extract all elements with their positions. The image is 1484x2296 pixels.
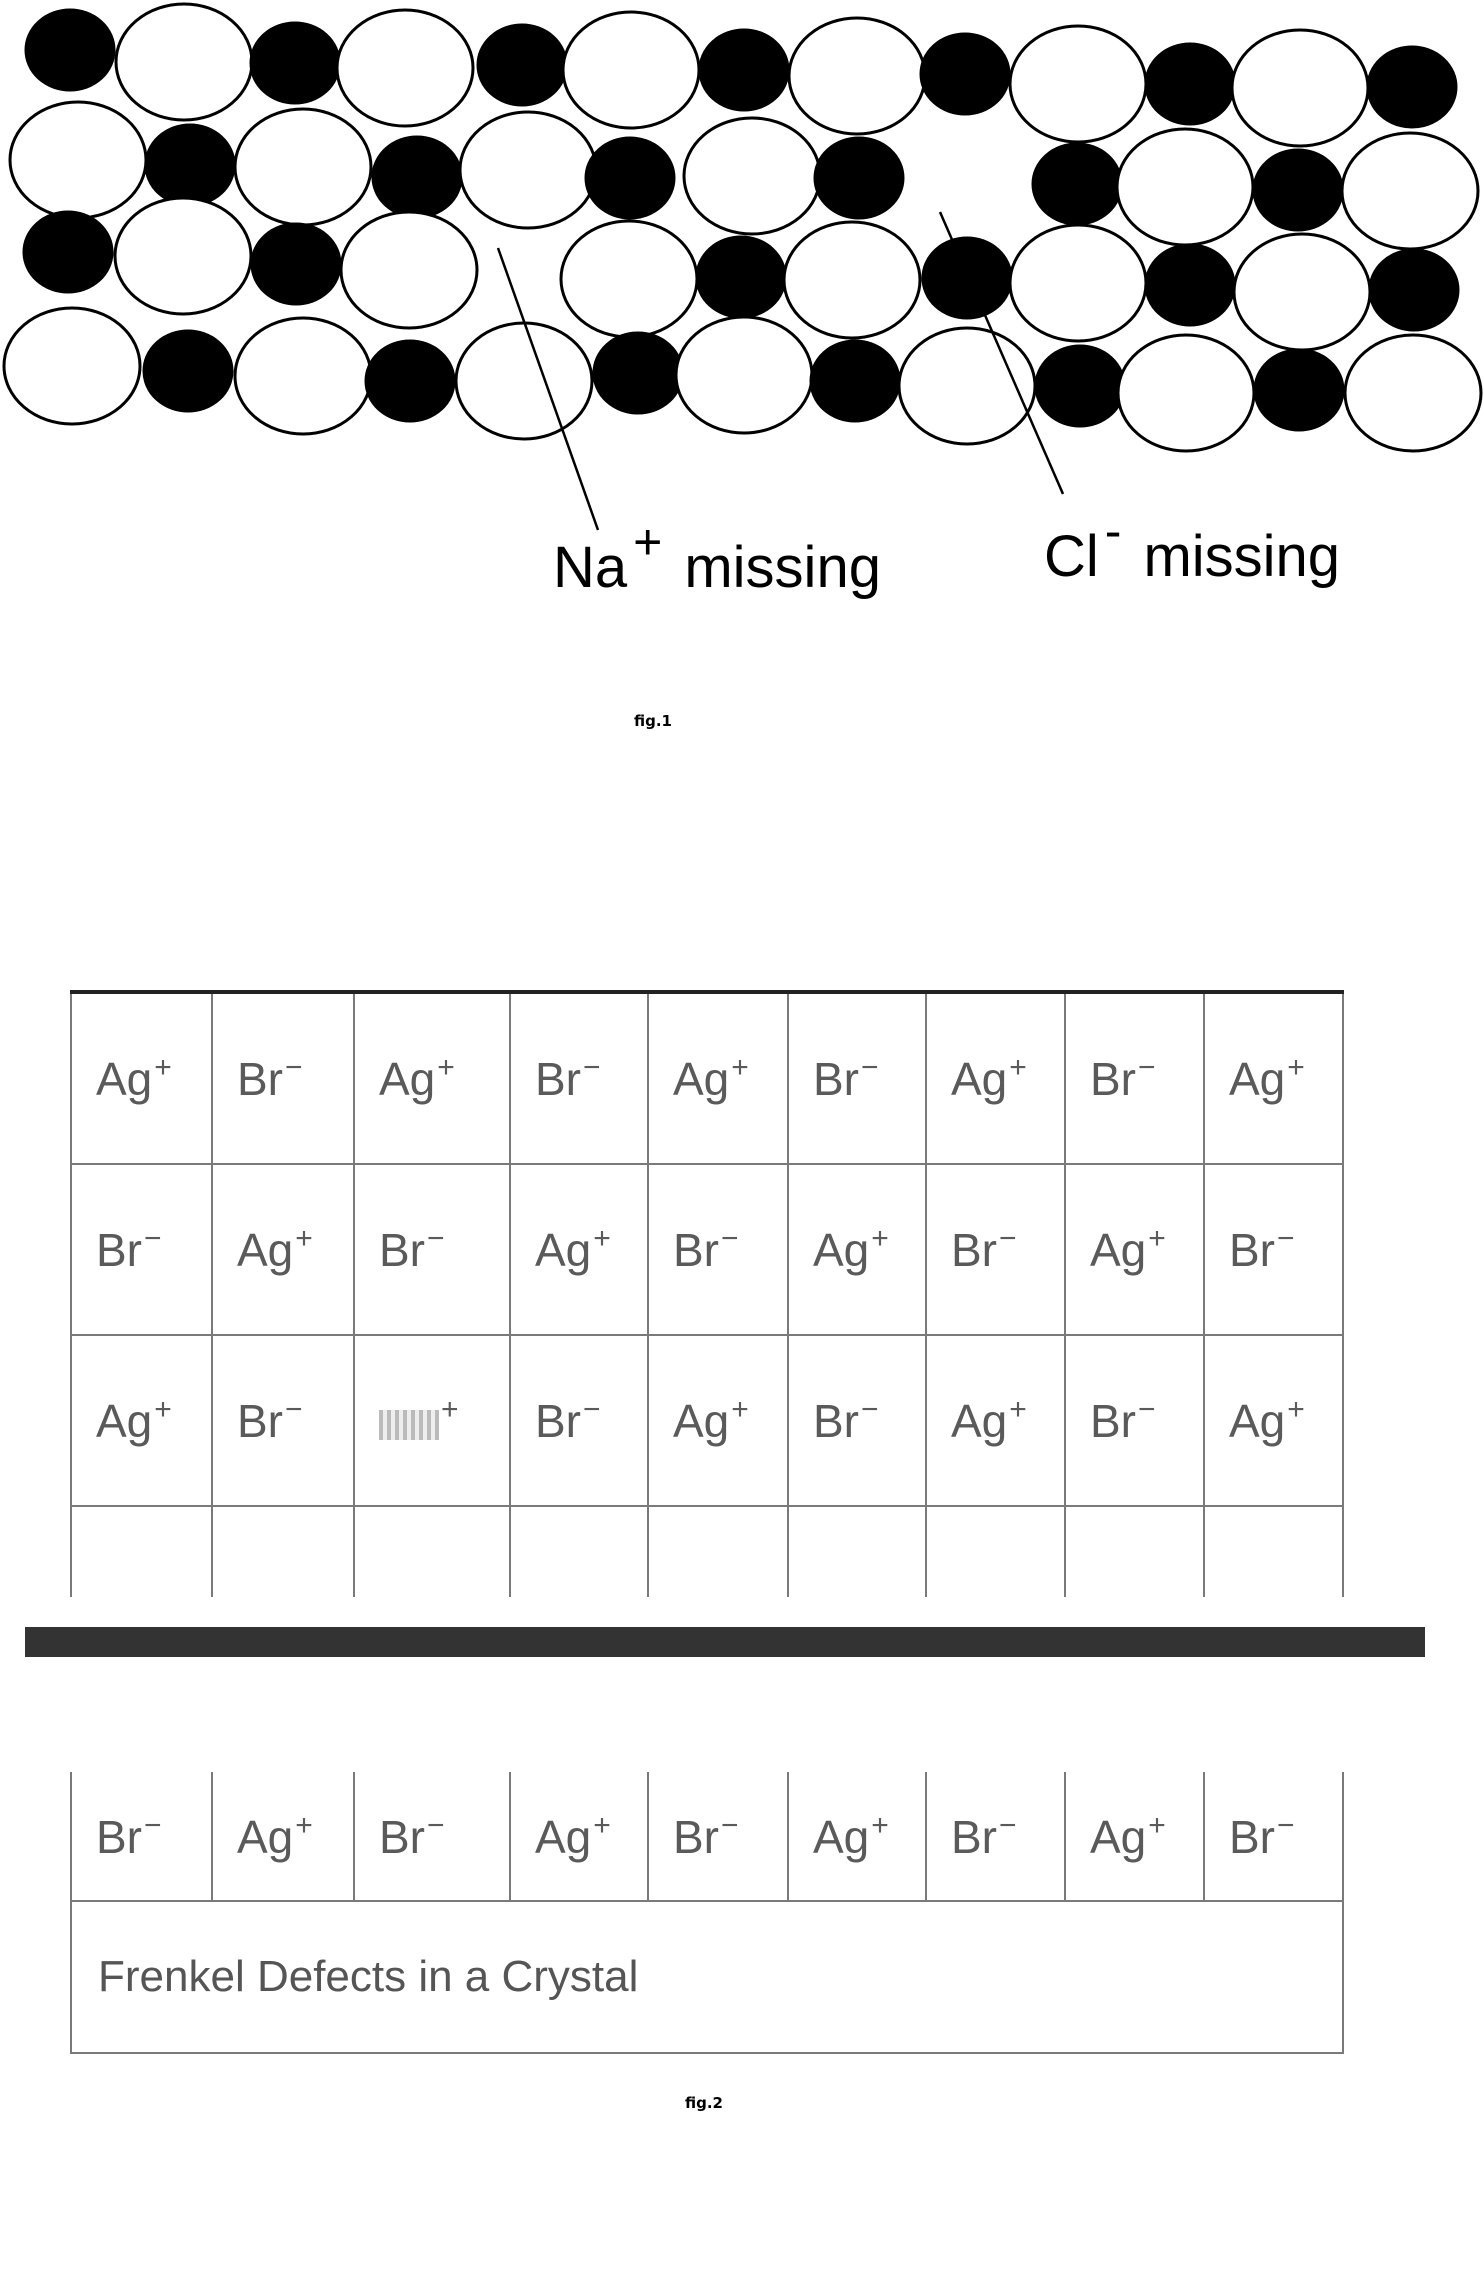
br-ion-cell: Br−	[648, 1164, 788, 1335]
ag-ion-cell: Ag+	[648, 1335, 788, 1506]
br-ion-cell: Br−	[1065, 992, 1204, 1164]
cl-anion	[115, 198, 251, 314]
br-ion-cell: Br−	[1065, 1335, 1204, 1506]
agbr-lattice-table	[70, 990, 1344, 1597]
cl-anion	[563, 12, 699, 128]
cl-anion	[235, 109, 371, 225]
ag-ion-cell: Ag+	[1204, 1335, 1343, 1506]
na-cation	[366, 341, 454, 421]
empty-cell	[1065, 1506, 1204, 1597]
na-cation	[251, 23, 339, 103]
ag-ion-cell: Ag+	[212, 1164, 354, 1335]
ag-ion-cell: Ag+	[71, 1335, 212, 1506]
br-ion-cell: Br−	[648, 1772, 788, 1901]
table-caption-row	[71, 1901, 1343, 2053]
cl-anion	[1232, 30, 1368, 146]
empty-cell	[71, 1506, 212, 1597]
ag-ion-cell: Ag+	[1204, 992, 1343, 1164]
br-ion-cell: Br−	[1204, 1772, 1343, 1901]
na-cation	[1036, 346, 1124, 426]
cl-anion	[10, 102, 146, 218]
ag-ion-cell: Ag+	[648, 992, 788, 1164]
fig2-caption: fig.2	[685, 2094, 723, 2112]
cl-anion	[561, 221, 697, 337]
cl-anion	[1342, 133, 1478, 249]
br-ion-cell: Br−	[788, 1335, 926, 1506]
ag-ion-cell: Ag+	[926, 1335, 1065, 1506]
lattice-row	[71, 1164, 1343, 1335]
cl-anion	[1010, 225, 1146, 341]
ag-ion-cell: Ag+	[1065, 1164, 1204, 1335]
empty-cell	[510, 1506, 648, 1597]
cl-anion	[337, 10, 473, 126]
ag-ion-cell: Ag+	[926, 992, 1065, 1164]
cl-anion	[1117, 129, 1253, 245]
cl-anion	[784, 222, 920, 338]
na-cation	[1370, 250, 1458, 330]
na-cation	[373, 137, 461, 217]
na-cation	[815, 138, 903, 218]
empty-cell	[648, 1506, 788, 1597]
ag-ion-cell: Ag+	[788, 1772, 926, 1901]
empty-row	[71, 1506, 1343, 1597]
na-missing-label: Na + missing	[553, 514, 881, 600]
nacl-lattice-diagram	[0, 0, 1484, 640]
cl-anion	[1345, 335, 1481, 451]
na-cation	[700, 30, 788, 110]
na-cation	[478, 25, 566, 105]
ag-ion-cell: Ag+	[71, 992, 212, 1164]
na-cation	[921, 34, 1009, 114]
ag-ion-cell: Ag+	[212, 1772, 354, 1901]
na-cation	[1368, 47, 1456, 127]
br-ion-cell: Br−	[926, 1164, 1065, 1335]
lattice-row	[71, 1335, 1343, 1506]
cl-anion	[460, 112, 596, 228]
br-ion-cell: Br−	[354, 1164, 510, 1335]
na-cation	[1146, 245, 1234, 325]
cl-anion	[684, 118, 820, 234]
na-cation	[594, 333, 682, 413]
cl-anion	[341, 212, 477, 328]
empty-cell	[926, 1506, 1065, 1597]
fig1-caption: fig.1	[634, 712, 672, 730]
na-cation	[1255, 350, 1343, 430]
br-ion-cell: Br−	[788, 992, 926, 1164]
na-cation	[811, 341, 899, 421]
cl-anion	[676, 317, 812, 433]
lattice-row	[71, 1772, 1343, 1901]
na-cation	[252, 224, 340, 304]
na-cation	[26, 10, 114, 90]
cl-anion	[789, 18, 925, 134]
ag-ion-cell: Ag+	[510, 1164, 648, 1335]
na-cation	[144, 331, 232, 411]
br-ion-cell: Br−	[212, 1335, 354, 1506]
br-ion-cell: Br−	[510, 1335, 648, 1506]
na-cation	[1033, 144, 1121, 224]
empty-cell	[1204, 1506, 1343, 1597]
empty-cell	[212, 1506, 354, 1597]
cl-anion	[116, 4, 252, 120]
ag-ion-cell: Ag+	[354, 992, 510, 1164]
na-cation	[146, 125, 234, 205]
cl-anion	[235, 318, 371, 434]
na-cation	[586, 138, 674, 218]
na-cation	[1146, 44, 1234, 124]
br-ion-cell: Br−	[926, 1772, 1065, 1901]
br-ion-cell: Br−	[212, 992, 354, 1164]
empty-cell	[788, 1506, 926, 1597]
lattice-row	[71, 992, 1343, 1164]
cl-anion	[1118, 335, 1254, 451]
empty-cell	[354, 1506, 510, 1597]
br-ion-cell: Br−	[354, 1772, 510, 1901]
br-ion-cell: Br−	[1204, 1164, 1343, 1335]
agbr-lattice-table-continued	[70, 1772, 1344, 2054]
cl-anion	[4, 308, 140, 424]
na-cation	[697, 237, 785, 317]
ag-vacancy-cell: +	[354, 1335, 510, 1506]
ag-vacancy-marker	[379, 1410, 439, 1440]
divider-bar	[25, 1627, 1425, 1657]
na-cation	[923, 238, 1011, 318]
cl-anion	[1234, 234, 1370, 350]
ag-ion-cell: Ag+	[510, 1772, 648, 1901]
br-ion-cell: Br−	[71, 1772, 212, 1901]
ag-ion-cell: Ag+	[788, 1164, 926, 1335]
cl-anion	[456, 323, 592, 439]
table-caption: Frenkel Defects in a Crystal	[71, 1901, 1343, 2053]
br-ion-cell: Br−	[71, 1164, 212, 1335]
cl-anion	[1010, 26, 1146, 142]
na-cation	[24, 212, 112, 292]
ag-ion-cell: Ag+	[1065, 1772, 1204, 1901]
na-cation	[1254, 150, 1342, 230]
br-ion-cell: Br−	[510, 992, 648, 1164]
cl-missing-label: Cl - missing	[1044, 503, 1341, 589]
